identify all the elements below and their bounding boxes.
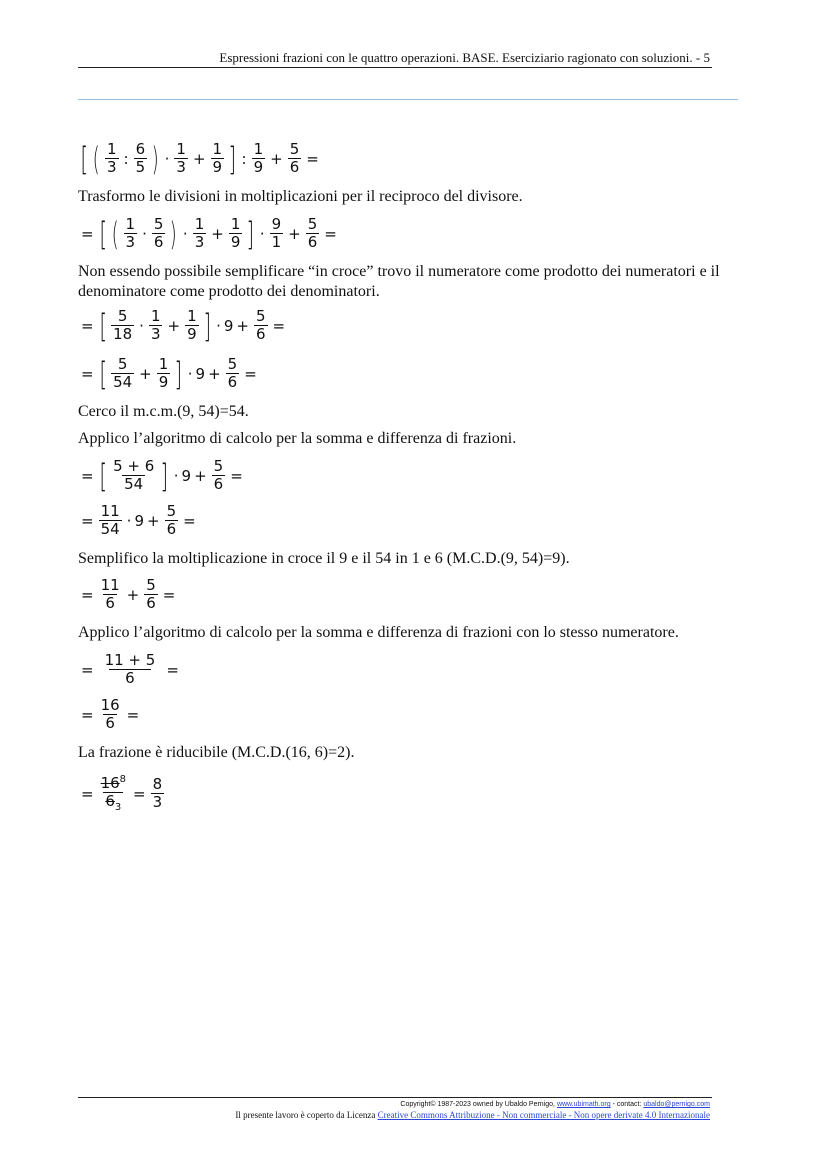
step-text-1: Trasformo le divisioni in moltiplicazioni per il reciproco del divisore. <box>78 188 523 205</box>
step-text-5: Semplifico la moltiplicazione in croce il 9 e il 54 in 1 e 6 (M.C.D.(9, 54)=9). <box>78 550 570 567</box>
footer-license: Il presente lavoro è coperto da Licenza Creative Commons Attribuzione - Non commerciale - Non opere derivate 4.0 Internazionale <box>235 1110 710 1120</box>
step-text-4: Applico l’algoritmo di calcolo per la somma e differenza di frazioni. <box>78 430 517 447</box>
expression-step-7: = $\frac{11 + 5}{6}$ = <box>81 651 179 687</box>
footer-divider <box>78 1097 712 1098</box>
step-text-6: Applico l’algoritmo di calcolo per la somma e differenza di frazioni con lo stesso numeratore. <box>78 624 679 641</box>
step-text-2: Non essendo possibile semplificare “in croce” trovo il numeratore come prodotto dei numeratori e il denominatore come prodotto dei denominatori. <box>78 263 720 300</box>
expression-step-4: = [ 5 + 6 54 ] · 9 + $\frac{5}{6}$ = <box>81 456 243 495</box>
expression-step-3: = [ 5 54 + $\frac{1}{9}$ ] · 9 + $\frac{5}{6}$ = <box>81 354 257 393</box>
expression-result: = $\frac{16^8}{6_3}$ = $\frac{8}{3}$ <box>78 771 166 816</box>
footer-copyright: Copyright© 1987-2023 owned by Ubaldo Pernigo, www.ubimath.org - contact: ubaldo@pernigo.com <box>400 1101 710 1108</box>
expression-step-1: = [ ( 1 3 · 5 6 ) · 1 3 + $\frac{1}{9}$ ] · 9 1 + $\frac{5}{6}$ = <box>81 214 337 253</box>
page-header: Espressioni frazioni con le quattro operazioni. BASE. Eserciziario ragionato con soluzioni. - 5 <box>219 50 710 65</box>
expression-step-8: = $\frac{16}{6}$ = <box>81 696 140 732</box>
step-text-3: Cerco il m.c.m.(9, 54)=54. <box>78 403 249 420</box>
step-text-7: La frazione è riducibile (M.C.D.(16, 6)=2). <box>78 744 355 761</box>
expression-step-2: = [ 5 18 · 1 3 + $\frac{1}{9}$ ] · 9 + $\frac{5}{6}$ = <box>81 306 286 345</box>
expression-step-6: = $\frac{11}{6}$ + $\frac{5}{6}$ = <box>81 576 176 612</box>
expression-original: [ ( 1 3 : 6 5 ) · 1 3 + $\frac{1}{9}$ ] : 1 9 + $\frac{5}{6}$ = <box>80 139 319 178</box>
license-link[interactable]: Creative Commons Attribuzione - Non commerciale - Non opere derivate 4.0 Internazionale <box>377 1110 710 1120</box>
header-divider <box>78 67 712 68</box>
site-link[interactable]: www.ubimath.org <box>556 1101 611 1108</box>
section-divider <box>78 99 738 100</box>
email-link[interactable]: ubaldo@pernigo.com <box>643 1101 710 1108</box>
expression-step-5: = $\frac{11}{54}$ · 9 + $\frac{5}{6}$ = <box>81 502 196 538</box>
